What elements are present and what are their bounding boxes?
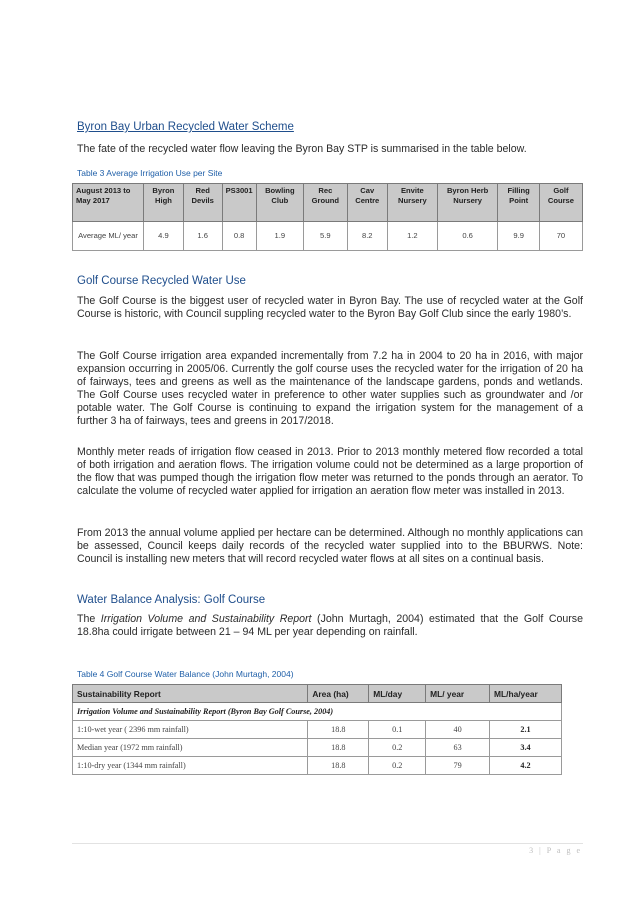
header-cell: Area (ha) xyxy=(308,685,369,703)
table-cell: 3.4 xyxy=(490,739,562,757)
table-cell: 1.2 xyxy=(387,222,437,251)
table-cell: 63 xyxy=(426,739,490,757)
table-cell: 1.9 xyxy=(256,222,303,251)
table-cell: 5.9 xyxy=(304,222,348,251)
table-header-row xyxy=(73,184,583,222)
table-cell: 8.2 xyxy=(347,222,387,251)
table-cell: 18.8 xyxy=(308,721,369,739)
header-cell: Red Devils xyxy=(183,184,222,222)
table-cell: 79 xyxy=(426,757,490,775)
table-cell: 2.1 xyxy=(490,721,562,739)
table-row xyxy=(73,757,562,775)
header-cell: ML/day xyxy=(369,685,426,703)
header-cell: Bowling Club xyxy=(256,184,303,222)
table-cell: 0.1 xyxy=(369,721,426,739)
body-paragraph: Monthly meter reads of irrigation flow ceased in 2013. Prior to 2013 monthly metered flow recorded a total of both irrigation and aeration flows. The irrigation volume could not be determined as a large proportion of the flow that was pumped though the irrigation flow meter was returned to the ponds through an aerator. To calculate the volume of recycled water applied for irrigation an aeration flow meter was installed in 2013. xyxy=(77,446,583,497)
water-balance-table xyxy=(72,684,562,775)
table-header-row xyxy=(73,685,562,703)
header-cell: Cav Centre xyxy=(347,184,387,222)
text-suffix: (John Murtagh, 2004) estimated that the Golf Course 18.8ha could irrigate between 21 – 94 ML per year depending on rainfall. xyxy=(77,613,583,638)
table-cell: 0.2 xyxy=(369,757,426,775)
table3-caption: Table 3 Average Irrigation Use per Site xyxy=(77,168,223,178)
water-balance-paragraph xyxy=(77,613,583,639)
header-cell: Filling Point xyxy=(498,184,539,222)
table-cell: 9.9 xyxy=(498,222,539,251)
body-paragraph: From 2013 the annual volume applied per hectare can be determined. Although no monthly applications can be assessed, Council keeps daily records of the recycled water supplied into to the BBURWS. Note: Council is installing new meters that will record recycled water flows at all sites on a continual basis. xyxy=(77,527,583,565)
report-title: Irrigation Volume and Sustainability Report xyxy=(100,613,312,625)
page-number: 3 | P a g e xyxy=(529,846,582,855)
row-label: Average ML/ year xyxy=(73,222,144,251)
table-cell: 18.8 xyxy=(308,739,369,757)
header-cell: Byron Herb Nursery xyxy=(437,184,498,222)
footer-divider xyxy=(72,843,583,844)
table-cell: 4.9 xyxy=(144,222,184,251)
table-cell: 0.2 xyxy=(369,739,426,757)
table-row xyxy=(73,222,583,251)
table-row xyxy=(73,739,562,757)
table-cell: 0.8 xyxy=(222,222,256,251)
row-label: 1:10-wet year ( 2396 mm rainfall) xyxy=(73,721,308,739)
header-cell: PS3001 xyxy=(222,184,256,222)
table-cell: 70 xyxy=(539,222,582,251)
header-cell: Golf Course xyxy=(539,184,582,222)
row-label: Median year (1972 mm rainfall) xyxy=(73,739,308,757)
header-cell: Rec Ground xyxy=(304,184,348,222)
body-paragraph: The Golf Course is the biggest user of recycled water in Byron Bay. The use of recycled water at the Golf Course is historic, with Council suppling recycled water to the Byron Bay Golf Club since the early 1980’s. xyxy=(77,295,583,320)
table-cell: 0.6 xyxy=(437,222,498,251)
subheader-cell: Irrigation Volume and Sustainability Report (Byron Bay Golf Course, 2004) xyxy=(73,703,562,721)
table4-caption: Table 4 Golf Course Water Balance (John Murtagh, 2004) xyxy=(77,669,294,679)
table-cell: 40 xyxy=(426,721,490,739)
table-subheader-row xyxy=(73,703,562,721)
table-row xyxy=(73,721,562,739)
header-cell: ML/ha/year xyxy=(490,685,562,703)
header-cell: Sustainability Report xyxy=(73,685,308,703)
header-cell: ML/ year xyxy=(426,685,490,703)
header-cell: Byron High xyxy=(144,184,184,222)
header-cell: Envite Nursery xyxy=(387,184,437,222)
table-cell: 18.8 xyxy=(308,757,369,775)
section-heading-urban-scheme: Byron Bay Urban Recycled Water Scheme xyxy=(77,121,294,133)
section-heading-water-balance: Water Balance Analysis: Golf Course xyxy=(77,594,266,606)
irrigation-use-table xyxy=(72,183,583,251)
table-cell: 4.2 xyxy=(490,757,562,775)
header-cell: August 2013 to May 2017 xyxy=(73,184,144,222)
row-label: 1:10-dry year (1344 mm rainfall) xyxy=(73,757,308,775)
table-cell: 1.6 xyxy=(183,222,222,251)
section-heading-golf-course: Golf Course Recycled Water Use xyxy=(77,275,246,287)
body-paragraph: The Golf Course irrigation area expanded incrementally from 7.2 ha in 2004 to 20 ha in 2016, with major expansion occurring in 2005/06. Currently the golf course uses the recycled water for the irrigation of 20 ha of fairways, tees and greens as well as the maintenance of the landscape gardens, ponds and wetlands. The Golf Course uses recycled water in preference to other water supplies such as groundwater and /or potable water. The Golf Course is continuing to expand the irrigation system for the management of a further 3 ha of fairways, tees and greens in 2017/2018. xyxy=(77,350,583,427)
text-prefix: The xyxy=(77,613,101,625)
intro-paragraph: The fate of the recycled water flow leaving the Byron Bay STP is summarised in the table below. xyxy=(77,143,527,155)
